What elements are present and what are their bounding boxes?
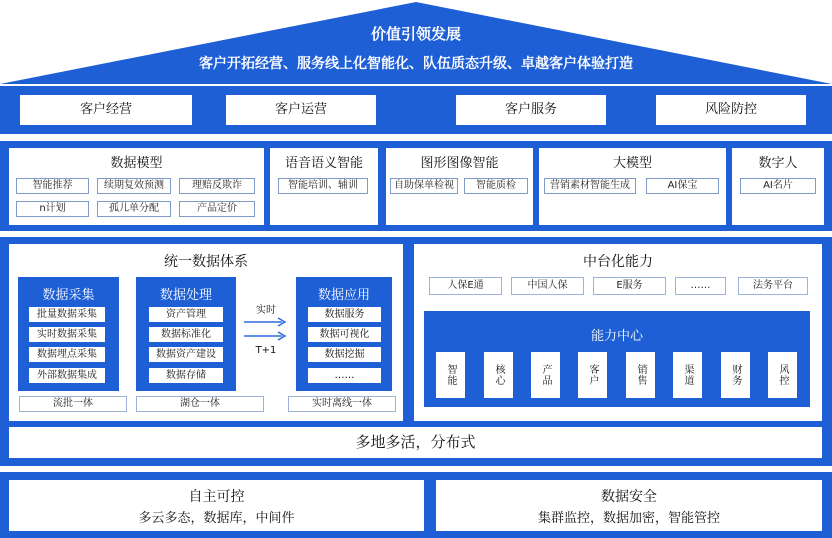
center-item-finance: 财务 (721, 352, 750, 398)
image-quality-check: 智能质检 (464, 178, 528, 194)
model-smart-recommend: 智能推荐 (16, 178, 89, 194)
center-item-core: 核心 (484, 352, 513, 398)
image-policy-review: 自助保单检视 (390, 178, 458, 194)
roof-subtitle: 客户开拓经营、服务线上化智能化、队伍质态升级、卓越客户体验打造 (199, 56, 633, 72)
digital-human-ai-card: AI名片 (740, 178, 816, 194)
roof-title: 价值引领发展 (370, 25, 461, 43)
collect-title: 数据采集 (42, 288, 95, 303)
business-item-customer-management: 客户经营 (20, 95, 192, 125)
self-controllable-subtitle: 多云多态，数据库，中间件 (138, 511, 295, 526)
apply-more: …… (308, 368, 381, 383)
apply-footer: 实时离线一体 (288, 396, 396, 412)
unified-data-title: 统一数据体系 (164, 254, 248, 270)
digital-human-title: 数字人 (758, 156, 798, 171)
apply-title: 数据应用 (317, 288, 370, 303)
platform-more: …… (675, 277, 726, 295)
process-asset-mgmt: 资产管理 (149, 307, 223, 322)
model-orphan-policy: 孤儿单分配 (97, 201, 171, 217)
model-claims-antifraud: 理赔反欺诈 (179, 178, 255, 194)
platform-china-renbao: 中国人保 (511, 277, 584, 295)
center-item-sales: 销售 (626, 352, 655, 398)
apply-mining: 数据挖掘 (308, 347, 381, 362)
collect-batch: 批量数据采集 (29, 307, 105, 322)
collect-external: 外部数据集成 (29, 368, 105, 383)
platform-e-service: E服务 (593, 277, 666, 295)
arrow-realtime-icon (244, 316, 290, 328)
image-title: 图形图像智能 (420, 156, 499, 171)
center-item-risk: 风控 (768, 352, 797, 398)
collect-footer: 流批一体 (19, 396, 127, 412)
speech-title: 语音语义智能 (284, 156, 363, 171)
process-footer: 湖仓一体 (136, 396, 264, 412)
apply-service: 数据服务 (308, 307, 381, 322)
center-item-channel: 渠道 (673, 352, 702, 398)
middle-platform-title: 中台化能力 (583, 254, 653, 270)
llm-ai-baobao: AI保宝 (646, 178, 719, 194)
process-standardize: 数据标准化 (149, 327, 223, 342)
business-item-customer-operation: 客户运营 (226, 95, 376, 125)
distributed-bar: 多地多活，分布式 (9, 427, 822, 458)
platform-renbao-etong: 人保E通 (429, 277, 502, 295)
arrow-t1-icon (244, 330, 290, 342)
model-renewal-forecast: 续期复效预测 (97, 178, 171, 194)
collect-realtime: 实时数据采集 (29, 327, 105, 342)
process-title: 数据处理 (159, 288, 212, 303)
self-controllable-title: 自主可控 (188, 489, 245, 505)
llm-title: 大模型 (612, 156, 652, 171)
capability-center-title: 能力中心 (590, 329, 643, 344)
arrow-t1-label: T+1 (255, 345, 277, 356)
process-asset-build: 数据资产建设 (149, 347, 223, 362)
business-item-customer-service: 客户服务 (456, 95, 606, 125)
process-storage: 数据存储 (149, 368, 223, 383)
center-item-intelligence: 智能 (436, 352, 465, 398)
speech-training: 智能培训、辅训 (278, 178, 368, 194)
center-item-customer: 客户 (578, 352, 607, 398)
platform-legal: 法务平台 (738, 277, 808, 295)
arrow-realtime-label: 实时 (256, 305, 276, 316)
data-model-title: 数据模型 (110, 156, 163, 171)
business-item-risk-control: 风险防控 (656, 95, 806, 125)
data-security-subtitle: 集群监控，数据加密，智能管控 (537, 511, 720, 526)
model-n-plan: n计划 (16, 201, 89, 217)
apply-visualize: 数据可视化 (308, 327, 381, 342)
data-security-title: 数据安全 (601, 489, 657, 505)
model-product-pricing: 产品定价 (179, 201, 255, 217)
collect-tracking: 数据埋点采集 (29, 347, 105, 362)
llm-marketing-gen: 营销素材智能生成 (544, 178, 636, 194)
center-item-product: 产品 (531, 352, 560, 398)
